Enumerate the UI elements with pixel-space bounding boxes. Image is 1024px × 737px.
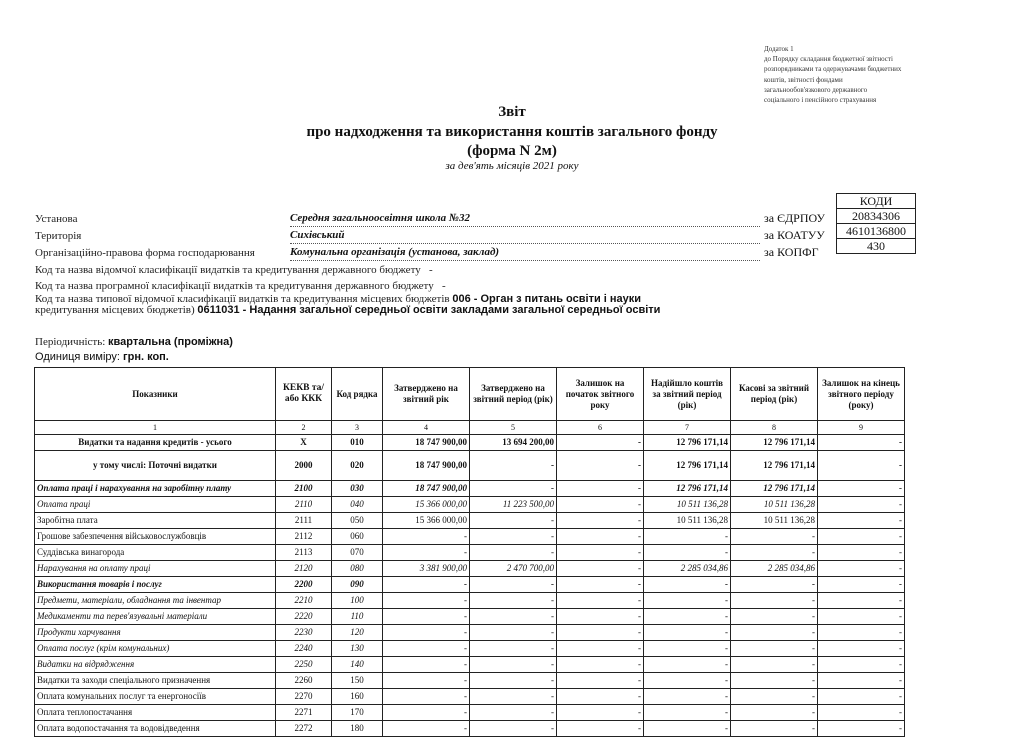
- table-cell-c4: -: [383, 593, 470, 609]
- table-cell-c8: -: [731, 689, 818, 705]
- table-cell-c8: -: [731, 641, 818, 657]
- table-cell-code: 060: [332, 529, 383, 545]
- table-cell-c8: -: [731, 577, 818, 593]
- report-subtitle: про надходження та використання коштів загального фонду: [306, 124, 718, 140]
- annex-line: соціального і пенсійного страхування: [764, 96, 877, 105]
- table-cell-c5: -: [470, 721, 557, 737]
- table-cell-c8: -: [731, 673, 818, 689]
- table-cell-c6: -: [557, 609, 644, 625]
- table-cell-c8: 12 796 171,14: [731, 435, 818, 451]
- koatuu-value: 4610136800: [837, 224, 916, 239]
- table-cell-c6: -: [557, 513, 644, 529]
- table-cell-c7: -: [644, 657, 731, 673]
- table-row: [35, 451, 905, 481]
- annex-line: загальнообов'язкового державного: [764, 85, 868, 94]
- report-table: [34, 367, 905, 737]
- table-cell-c4: -: [383, 545, 470, 561]
- table-cell-kekv: 2112: [276, 529, 332, 545]
- table-cell-c8: 2 285 034,86: [731, 561, 818, 577]
- table-cell-name: Видатки та надання кредитів - усього: [35, 435, 276, 451]
- table-cell-c7: -: [644, 721, 731, 737]
- territory-label: Територія: [35, 230, 82, 242]
- table-cell-code: 090: [332, 577, 383, 593]
- periodicity-value: квартальна (проміжна): [108, 336, 233, 348]
- table-cell-c9: -: [818, 545, 905, 561]
- report-title: Звіт: [498, 104, 526, 120]
- table-cell-code: 040: [332, 497, 383, 513]
- table-row: [35, 561, 905, 577]
- table-cell-c7: 2 285 034,86: [644, 561, 731, 577]
- table-cell-c4: -: [383, 689, 470, 705]
- table-cell-c9: -: [818, 577, 905, 593]
- table-cell-c9: -: [818, 641, 905, 657]
- table-cell-name: Оплата водопостачання та водовідведення: [35, 721, 276, 737]
- table-cell-c8: 10 511 136,28: [731, 497, 818, 513]
- table-cell-code: 030: [332, 481, 383, 497]
- table-cell-code: 100: [332, 593, 383, 609]
- table-cell-kekv: 2200: [276, 577, 332, 593]
- table-cell-kekv: 2113: [276, 545, 332, 561]
- table-cell-code: 180: [332, 721, 383, 737]
- table-cell-c6: -: [557, 435, 644, 451]
- table-cell-c7: -: [644, 625, 731, 641]
- table-cell-c9: -: [818, 705, 905, 721]
- table-row: [35, 435, 905, 451]
- table-cell-c6: -: [557, 657, 644, 673]
- table-cell-kekv: 2271: [276, 705, 332, 721]
- table-cell-c4: 3 381 900,00: [383, 561, 470, 577]
- edrpou-label: за ЄДРПОУ: [764, 211, 826, 225]
- table-cell-c7: 12 796 171,14: [644, 451, 731, 481]
- table-cell-name: у тому числі: Поточні видатки: [35, 451, 276, 481]
- dept-classification-line: Код та назва відомчої класифікації видатків та кредитування державного бюджету -: [35, 264, 433, 276]
- table-cell-c8: -: [731, 609, 818, 625]
- table-row: [35, 545, 905, 561]
- table-cell-c7: -: [644, 609, 731, 625]
- table-cell-c4: -: [383, 529, 470, 545]
- table-cell-c7: -: [644, 641, 731, 657]
- table-row: [35, 593, 905, 609]
- table-cell-name: Суддівська винагорода: [35, 545, 276, 561]
- table-cell-code: 160: [332, 689, 383, 705]
- table-cell-code: 150: [332, 673, 383, 689]
- table-row: [35, 673, 905, 689]
- codes-table: [836, 193, 916, 254]
- local-classification-value: 0611031 - Надання загальної середньої освіти закладами загальної середньої освіти: [197, 304, 661, 316]
- table-cell-c7: 12 796 171,14: [644, 435, 731, 451]
- table-cell-c9: -: [818, 689, 905, 705]
- table-cell-name: Заробітна плата: [35, 513, 276, 529]
- table-cell-code: 080: [332, 561, 383, 577]
- table-cell-c5: 13 694 200,00: [470, 435, 557, 451]
- table-cell-c9: -: [818, 657, 905, 673]
- table-cell-name: Оплата комунальних послуг та енергоносіїв: [35, 689, 276, 705]
- table-cell-kekv: 2270: [276, 689, 332, 705]
- table-cell-c6: -: [557, 497, 644, 513]
- typical-classification-line: Код та назва типової відомчої класифікації видатків та кредитування місцевих бюджетів 006 - Орган з питань освіти і науки: [35, 293, 642, 305]
- col-header: Касові за звітний період (рік): [731, 368, 818, 421]
- table-row: [35, 513, 905, 529]
- table-cell-kekv: 2240: [276, 641, 332, 657]
- table-cell-c5: -: [470, 513, 557, 529]
- institution-label: Установа: [35, 213, 78, 225]
- table-cell-c5: -: [470, 689, 557, 705]
- table-cell-name: Використання товарів і послуг: [35, 577, 276, 593]
- table-cell-c6: -: [557, 689, 644, 705]
- table-cell-c6: -: [557, 561, 644, 577]
- table-cell-code: 120: [332, 625, 383, 641]
- table-cell-name: Предмети, матеріали, обладнання та інвентар: [35, 593, 276, 609]
- kopfg-value: 430: [837, 239, 916, 254]
- table-row: [35, 721, 905, 737]
- table-cell-name: Оплата теплопостачання: [35, 705, 276, 721]
- unit-value: грн. коп.: [123, 351, 169, 363]
- table-cell-name: Оплата праці і нарахування на заробітну плату: [35, 481, 276, 497]
- table-cell-c9: -: [818, 561, 905, 577]
- table-cell-code: 140: [332, 657, 383, 673]
- col-header: Надійшло коштів за звітний період (рік): [644, 368, 731, 421]
- table-cell-kekv: 2120: [276, 561, 332, 577]
- table-cell-c9: -: [818, 435, 905, 451]
- table-cell-name: Оплата праці: [35, 497, 276, 513]
- edrpou-value: 20834306: [837, 209, 916, 224]
- table-cell-c6: -: [557, 593, 644, 609]
- col-header: Залишок на початок звітного року: [557, 368, 644, 421]
- table-cell-name: Видатки та заходи спеціального призначення: [35, 673, 276, 689]
- table-cell-c5: -: [470, 529, 557, 545]
- table-cell-kekv: 2220: [276, 609, 332, 625]
- table-cell-code: 070: [332, 545, 383, 561]
- table-cell-c4: -: [383, 705, 470, 721]
- table-cell-c4: -: [383, 657, 470, 673]
- table-cell-c5: -: [470, 593, 557, 609]
- annex-line: до Порядку складання бюджетної звітності: [764, 55, 893, 64]
- table-cell-name: Видатки на відрядження: [35, 657, 276, 673]
- col-header: Код рядка: [332, 368, 383, 421]
- table-cell-c6: -: [557, 641, 644, 657]
- table-cell-c5: -: [470, 545, 557, 561]
- territory-value: Сихівський: [290, 229, 760, 244]
- table-cell-c4: -: [383, 721, 470, 737]
- table-cell-c7: -: [644, 673, 731, 689]
- table-cell-c7: -: [644, 529, 731, 545]
- table-cell-c6: -: [557, 545, 644, 561]
- table-cell-c9: -: [818, 593, 905, 609]
- annex-line: розпорядниками та одержувачами бюджетних: [764, 65, 902, 74]
- table-cell-c4: -: [383, 609, 470, 625]
- table-cell-c4: -: [383, 625, 470, 641]
- table-cell-c7: 10 511 136,28: [644, 513, 731, 529]
- table-cell-code: 170: [332, 705, 383, 721]
- table-cell-c4: -: [383, 577, 470, 593]
- table-cell-c8: -: [731, 657, 818, 673]
- table-cell-c5: -: [470, 641, 557, 657]
- table-row: [35, 497, 905, 513]
- table-cell-c4: 18 747 900,00: [383, 435, 470, 451]
- periodicity-line: Періодичність: квартальна (проміжна): [35, 336, 233, 348]
- table-cell-c6: -: [557, 577, 644, 593]
- col-header: Затверджено на звітний рік: [383, 368, 470, 421]
- table-row: [35, 529, 905, 545]
- table-cell-c8: -: [731, 545, 818, 561]
- report-form: (форма N 2м): [467, 143, 557, 159]
- table-cell-c9: -: [818, 529, 905, 545]
- table-cell-name: Продукти харчування: [35, 625, 276, 641]
- table-cell-c6: -: [557, 481, 644, 497]
- table-cell-code: 130: [332, 641, 383, 657]
- table-row: [35, 577, 905, 593]
- table-row: [35, 657, 905, 673]
- table-cell-c9: -: [818, 625, 905, 641]
- koatuu-label: за КОАТУУ: [764, 228, 825, 242]
- column-numbers-row: 1 2 3 4 5 6 7 8 9: [35, 421, 905, 435]
- annex-note: [764, 44, 934, 105]
- table-row: [35, 609, 905, 625]
- table-cell-c9: -: [818, 497, 905, 513]
- table-cell-kekv: 2210: [276, 593, 332, 609]
- annex-line: коштів, звітності фондами: [764, 75, 843, 84]
- table-cell-kekv: 2111: [276, 513, 332, 529]
- table-cell-c8: 12 796 171,14: [731, 481, 818, 497]
- table-cell-c7: 12 796 171,14: [644, 481, 731, 497]
- table-cell-name: Медикаменти та перев'язувальні матеріали: [35, 609, 276, 625]
- table-cell-c5: -: [470, 609, 557, 625]
- table-cell-kekv: 2230: [276, 625, 332, 641]
- table-cell-c8: -: [731, 721, 818, 737]
- table-cell-c6: -: [557, 625, 644, 641]
- table-cell-kekv: 2000: [276, 451, 332, 481]
- table-header-row: [35, 368, 905, 421]
- table-cell-kekv: 2110: [276, 497, 332, 513]
- col-header: Залишок на кінець звітного періоду (року): [818, 368, 905, 421]
- table-cell-kekv: 2272: [276, 721, 332, 737]
- codes-header: КОДИ: [837, 194, 916, 209]
- institution-value: Середня загальноосвітня школа №32: [290, 212, 760, 227]
- table-cell-c5: 11 223 500,00: [470, 497, 557, 513]
- col-header: Затверджено на звітний період (рік): [470, 368, 557, 421]
- table-cell-c9: -: [818, 481, 905, 497]
- table-cell-code: 050: [332, 513, 383, 529]
- table-cell-c4: -: [383, 641, 470, 657]
- table-cell-name: Нарахування на оплату праці: [35, 561, 276, 577]
- table-cell-c4: 15 366 000,00: [383, 513, 470, 529]
- table-cell-c6: -: [557, 673, 644, 689]
- table-cell-c5: -: [470, 451, 557, 481]
- program-classification-line: Код та назва програмної класифікації видатків та кредитування державного бюджету -: [35, 280, 446, 292]
- table-cell-c8: 12 796 171,14: [731, 451, 818, 481]
- table-cell-c8: -: [731, 625, 818, 641]
- table-cell-c7: -: [644, 593, 731, 609]
- table-cell-c7: -: [644, 689, 731, 705]
- table-cell-name: Грошове забезпечення військовослужбовців: [35, 529, 276, 545]
- table-row: [35, 481, 905, 497]
- table-cell-code: 020: [332, 451, 383, 481]
- table-cell-c9: -: [818, 673, 905, 689]
- table-cell-kekv: 2260: [276, 673, 332, 689]
- table-cell-c9: -: [818, 513, 905, 529]
- table-cell-c6: -: [557, 721, 644, 737]
- table-cell-c5: -: [470, 705, 557, 721]
- table-cell-c9: -: [818, 721, 905, 737]
- table-row: [35, 625, 905, 641]
- col-header: Показники: [35, 368, 276, 421]
- unit-line: Одиниця виміру: грн. коп.: [35, 351, 169, 363]
- table-cell-c5: -: [470, 625, 557, 641]
- table-cell-c5: -: [470, 577, 557, 593]
- table-row: [35, 641, 905, 657]
- typical-classification-value: 006 - Орган з питань освіти і науки: [452, 293, 642, 305]
- table-cell-c7: -: [644, 545, 731, 561]
- table-cell-c8: -: [731, 529, 818, 545]
- table-cell-c6: -: [557, 705, 644, 721]
- table-cell-c5: -: [470, 481, 557, 497]
- table-cell-c6: -: [557, 529, 644, 545]
- table-cell-c4: 15 366 000,00: [383, 497, 470, 513]
- table-cell-c5: -: [470, 657, 557, 673]
- table-row: [35, 705, 905, 721]
- kopfg-label: за КОПФГ: [764, 245, 819, 259]
- table-cell-c8: -: [731, 593, 818, 609]
- table-cell-kekv: 2250: [276, 657, 332, 673]
- table-cell-c4: 18 747 900,00: [383, 451, 470, 481]
- table-cell-c8: 10 511 136,28: [731, 513, 818, 529]
- table-cell-code: 010: [332, 435, 383, 451]
- table-cell-c8: -: [731, 705, 818, 721]
- annex-line: Додаток 1: [764, 45, 794, 53]
- legal-form-label: Організаційно-правова форма господарювання: [35, 247, 255, 259]
- table-cell-code: 110: [332, 609, 383, 625]
- table-cell-kekv: 2100: [276, 481, 332, 497]
- table-cell-c5: 2 470 700,00: [470, 561, 557, 577]
- table-cell-c4: 18 747 900,00: [383, 481, 470, 497]
- table-cell-c9: -: [818, 451, 905, 481]
- col-header: КЕКВ та/або ККК: [276, 368, 332, 421]
- table-cell-c7: 10 511 136,28: [644, 497, 731, 513]
- table-cell-c7: -: [644, 705, 731, 721]
- table-row: [35, 689, 905, 705]
- legal-form-value: Комунальна організація (установа, заклад): [290, 246, 760, 261]
- table-cell-name: Оплата послуг (крім комунальних): [35, 641, 276, 657]
- table-cell-c9: -: [818, 609, 905, 625]
- table-cell-c4: -: [383, 673, 470, 689]
- table-cell-c6: -: [557, 451, 644, 481]
- table-cell-kekv: X: [276, 435, 332, 451]
- local-classification-line: кредитування місцевих бюджетів) 0611031 - Надання загальної середньої освіти закладами загальної середньої освіти: [35, 304, 661, 316]
- report-period: за дев'ять місяців 2021 року: [445, 160, 579, 172]
- table-cell-c5: -: [470, 673, 557, 689]
- table-cell-c7: -: [644, 577, 731, 593]
